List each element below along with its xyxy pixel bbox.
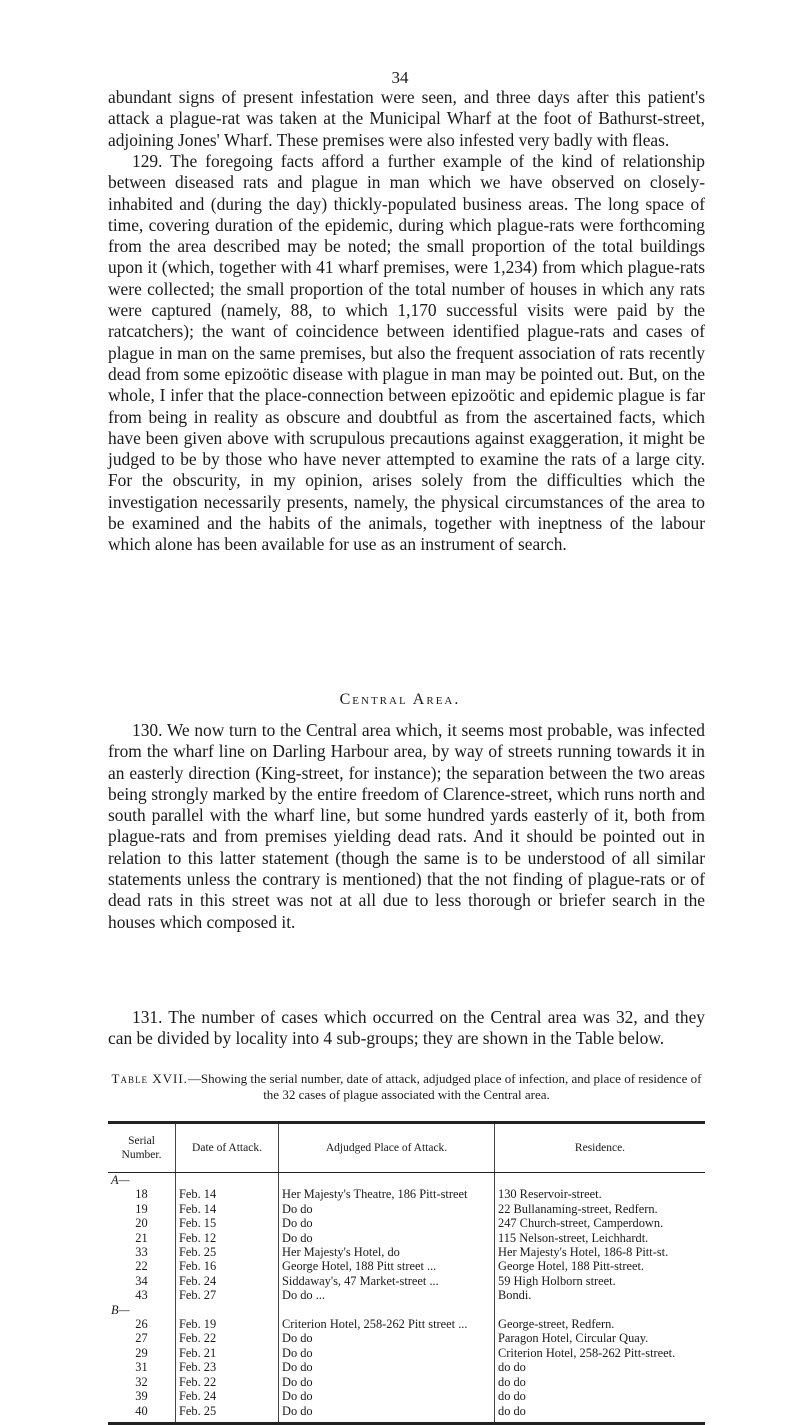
cell-residence: do do	[495, 1375, 706, 1389]
header-place-of-attack: Adjudged Place of Attack.	[279, 1123, 495, 1173]
table-row	[108, 1389, 705, 1403]
cell-place-of-attack: Do do	[279, 1231, 495, 1245]
table-row	[108, 1231, 705, 1245]
cell-serial-number: 43	[135, 1288, 148, 1303]
table-row	[108, 1360, 705, 1374]
cell-place-of-attack: Her Majesty's Theatre, 186 Pitt-street	[279, 1187, 495, 1201]
cell-date: Feb. 22	[176, 1331, 279, 1345]
cell-date: Feb. 24	[176, 1389, 279, 1403]
cell-serial-number: 21	[135, 1230, 148, 1245]
cell-serial-number: 27	[135, 1331, 148, 1346]
paragraph-130-text: 130. We now turn to the Central area which, it seems most probable, was infected from the wharf line on Darling Harbour area, by way of streets running towards it in an easterly direction (King-street, for instance); the separation between the two areas being strongly marked by the entire freedom of Clarence-street, which runs north and south parallel with the wharf line, but some hundred yards easterly of it, both from plague-rats and from premises yielding dead rats. And it should be pointed out in relation to this latter statement (though the same is to be understood of all similar statements unless the contrary is mentioned) that the not finding of plague-rats or of dead rats in this street was not at all due to less thorough or briefer search in the houses which composed it.	[108, 720, 705, 932]
cell-serial-number: 40	[108, 1404, 176, 1424]
paragraph-131-text: 131. The number of cases which occurred on the Central area was 32, and they can be divided by locality into 4 sub-groups; they are shown in the Table below.	[108, 1007, 705, 1049]
paragraph-129-text: 129. The foregoing facts afford a further example of the kind of relationship between diseased rats and plague in man which we have observed on closely-inhabited and (during the day) thickly-populated business areas. The long space of time, covering duration of the epidemic, during which plague-rats were forthcoming from the area described may be noted; the small proportion of the total buildings upon it (which, together with 41 wharf premises, were 1,234) from which plague-rats were collected; the small proportion of the total number of houses in which any rats were captured (namely, 88, to which 1,170 successful visits were paid by the ratcatchers); the want of coincidence between identified plague-rats and cases of plague in man on the same premises, but also the frequent association of rats recently dead from some epizoötic disease with plague in man may be pointed out. But, on the whole, I infer that the place-connection between epizoötic and epidemic plague is far from being in reality as obscure and doubtful as from the ascertained facts, which have been given above with scrupulous precautions against exaggeration, it might be judged to be by those who have never attempted to examine the rats of a large city. For the obscurity, in my opinion, arises solely from the difficulties which the investigation necessarily presents, namely, the physical circumstances of the area to be examined and the habits of the animals, together with ineptness of the labour which alone has been available for use as an instrument of search.	[108, 151, 705, 555]
cell-serial-number: 26	[135, 1317, 148, 1332]
cell-place-of-attack: Do do	[279, 1346, 495, 1360]
cell-date: Feb. 14	[176, 1202, 279, 1216]
table-row	[108, 1331, 705, 1345]
table-caption	[108, 1071, 705, 1103]
group-spacer-cell	[176, 1173, 279, 1188]
group-spacer-cell	[279, 1303, 495, 1317]
table-row	[108, 1346, 705, 1360]
cell-place-of-attack: Siddaway's, 47 Market-street ...	[279, 1274, 495, 1288]
cell-date: Feb. 24	[176, 1274, 279, 1288]
table-row	[108, 1202, 705, 1216]
table-group-row	[108, 1303, 705, 1317]
group-spacer-cell	[176, 1303, 279, 1317]
page-number: 34	[391, 68, 409, 87]
cell-serial-number: 20	[135, 1216, 148, 1231]
cell-place-of-attack: Do do	[279, 1375, 495, 1389]
cell-residence: Her Majesty's Hotel, 186-8 Pitt-st.	[495, 1245, 706, 1259]
cell-date: Feb. 22	[176, 1375, 279, 1389]
header-serial-number: Serial Number.	[108, 1123, 176, 1173]
cell-place-of-attack: Criterion Hotel, 258-262 Pitt street ...	[279, 1317, 495, 1331]
group-spacer-cell	[495, 1173, 706, 1188]
header-date-of-attack: Date of Attack.	[176, 1123, 279, 1173]
cell-serial-number: 29	[135, 1345, 148, 1360]
cell-residence: George Hotel, 188 Pitt-street.	[495, 1259, 706, 1273]
table-caption-label: Table XVII.	[111, 1071, 188, 1086]
cell-residence: do do	[495, 1360, 706, 1374]
cell-serial-number: 31	[135, 1360, 148, 1375]
cell-place-of-attack: Do do ...	[279, 1288, 495, 1302]
paragraph-129	[108, 151, 705, 556]
cell-place-of-attack: Do do	[279, 1360, 495, 1374]
table-row	[108, 1274, 705, 1288]
cell-place-of-attack: Do do	[279, 1202, 495, 1216]
cell-place-of-attack: Do do	[279, 1404, 495, 1424]
cell-place-of-attack: Her Majesty's Hotel, do	[279, 1245, 495, 1259]
table-row	[108, 1187, 705, 1201]
paragraph-continuation: abundant signs of present infestation were seen, and three days after this patient's attack a plague-rat was taken at the Municipal Wharf at the foot of Bathurst-street, adjoining Jones' Wharf. These premises were also infested very badly with fleas.	[108, 87, 705, 150]
cell-serial-number: 39	[135, 1389, 148, 1404]
cell-date: Feb. 27	[176, 1288, 279, 1302]
cell-residence: 59 High Holborn street.	[495, 1274, 706, 1288]
cell-residence: 22 Bullanaming-street, Redfern.	[495, 1202, 706, 1216]
table-row	[108, 1245, 705, 1259]
group-spacer-cell	[279, 1173, 495, 1188]
cell-serial-number: 34	[135, 1273, 148, 1288]
cell-place-of-attack: Do do	[279, 1389, 495, 1403]
cell-date: Feb. 19	[176, 1317, 279, 1331]
cell-residence: 115 Nelson-street, Leichhardt.	[495, 1231, 706, 1245]
paragraph-131	[108, 1007, 705, 1050]
cell-place-of-attack: Do do	[279, 1216, 495, 1230]
cell-serial-number: 33	[135, 1245, 148, 1260]
cases-table	[108, 1121, 705, 1425]
table-row	[108, 1288, 705, 1302]
group-spacer-cell	[495, 1303, 706, 1317]
cell-serial-number: 18	[135, 1187, 148, 1202]
cell-date: Feb. 15	[176, 1216, 279, 1230]
cell-residence: 130 Reservoir-street.	[495, 1187, 706, 1201]
cell-date: Feb. 25	[176, 1245, 279, 1259]
table-group-row	[108, 1173, 705, 1188]
cell-date: Feb. 25	[176, 1404, 279, 1424]
cell-serial-number: 32	[135, 1374, 148, 1389]
table-row	[108, 1259, 705, 1273]
table-row	[108, 1404, 705, 1424]
cell-residence: Paragon Hotel, Circular Quay.	[495, 1331, 706, 1345]
cell-place-of-attack: George Hotel, 188 Pitt street ...	[279, 1259, 495, 1273]
table-row	[108, 1317, 705, 1331]
cell-date: Feb. 23	[176, 1360, 279, 1374]
cell-residence: do do	[495, 1389, 706, 1403]
cell-place-of-attack: Do do	[279, 1331, 495, 1345]
cell-date: Feb. 16	[176, 1259, 279, 1273]
group-label: B—	[111, 1302, 130, 1317]
group-label: A—	[111, 1173, 130, 1187]
table-row	[108, 1216, 705, 1230]
cell-residence: 247 Church-street, Camperdown.	[495, 1216, 706, 1230]
table-row	[108, 1375, 705, 1389]
cell-date: Feb. 12	[176, 1231, 279, 1245]
table-caption-text: —Showing the serial number, date of attack, adjudged place of infection, and place of residence of the 32 cases of plague associated with the Central area.	[187, 1071, 702, 1102]
cell-residence: Criterion Hotel, 258-262 Pitt-street.	[495, 1346, 706, 1360]
section-heading: Central Area.	[339, 691, 461, 708]
cell-serial-number: 19	[135, 1201, 148, 1216]
cell-date: Feb. 21	[176, 1346, 279, 1360]
cell-residence: Bondi.	[495, 1288, 706, 1302]
cell-residence: George-street, Redfern.	[495, 1317, 706, 1331]
cell-date: Feb. 14	[176, 1187, 279, 1201]
paragraph-130	[108, 720, 705, 933]
cell-serial-number: 22	[135, 1259, 148, 1274]
cell-residence: do do	[495, 1404, 706, 1424]
header-residence: Residence.	[495, 1123, 706, 1173]
